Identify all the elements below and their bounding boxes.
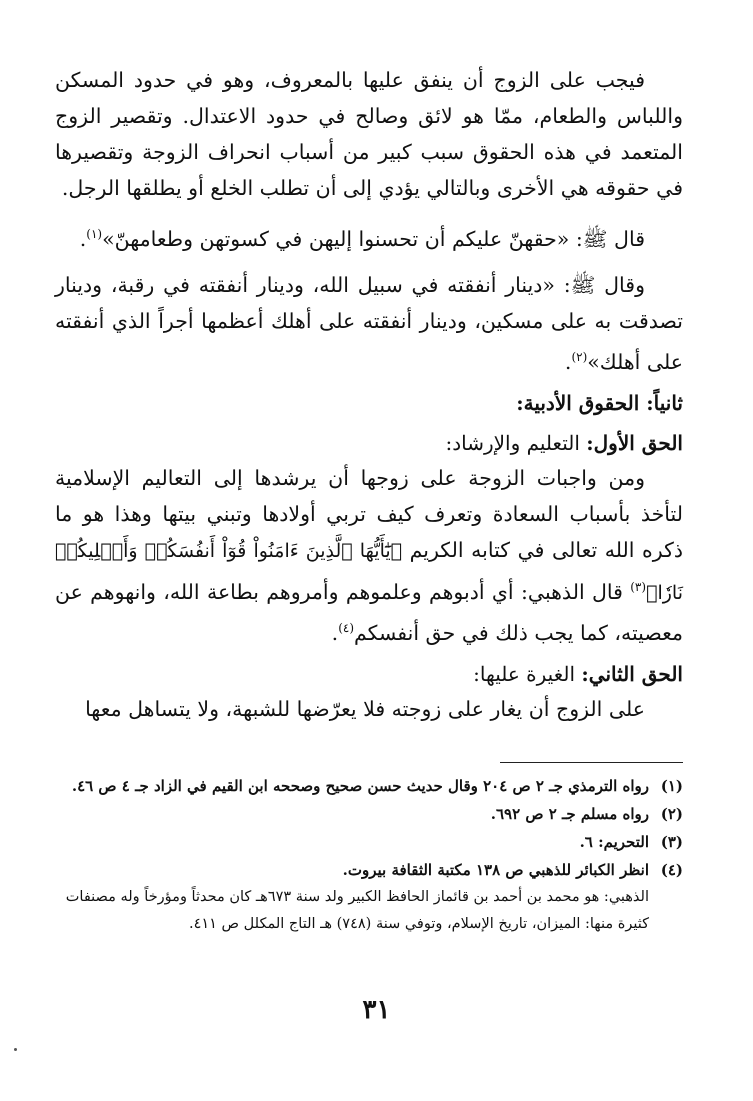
footnote-3: [55, 828, 683, 856]
hadith-dinar-text: وقال ﷺ: «دينار أنفقته في سبيل الله، ودينار أنفقته في رقبة، ودينار تصدقت به على مسكين، ودينار أنفقته على أهلك أعظمها أجراً الذي أنفقته على أهلك»: [55, 272, 683, 374]
section-heading-moral-rights: ثانياً: الحقوق الأدبية:: [516, 390, 683, 415]
footnote-number: (٣): [660, 833, 683, 851]
paragraph-guidance-end: .: [331, 621, 339, 646]
hadith-clothing-food: [55, 216, 683, 257]
footnote-ref-4[interactable]: (٤): [338, 621, 355, 636]
footnote-4: [55, 856, 683, 884]
footnote-ref-2[interactable]: (٢): [571, 349, 588, 364]
footnote-text: التحريم: ٦.: [579, 833, 649, 851]
footnote-ref-3[interactable]: (٣): [630, 579, 647, 594]
quran-verse: ﴿يَٰٓأَيُّهَا ٱلَّذِينَ ءَامَنُواْ قُوٓاْ أَنفُسَكُمۡ وَأَهۡلِيكُمۡ نَارٗا﴾: [55, 539, 683, 604]
subheading-second-right: [55, 657, 683, 691]
footnote-number: (٢): [660, 805, 683, 823]
paragraph-guidance-dhahabi: قال الذهبي: أي أدبوهم وعلموهم وأمروهم بطاعة الله، وانهوهم عن معصيته، كما يجب ذلك في حق أنفسكم: [55, 579, 683, 646]
footnote-2: [55, 800, 683, 828]
second-right-title: الغيرة عليها:: [473, 662, 576, 687]
paragraph-jealousy-text: على الزوج أن يغار على زوجته فلا يعرّضها للشبهة، ولا يتساهل معها: [85, 697, 645, 722]
page-number: ٣١: [362, 995, 391, 1025]
footnote-number: (١): [660, 777, 683, 795]
subheading-first-right: [55, 426, 683, 460]
hadith-dinar-end: .: [564, 349, 572, 374]
paragraph-maintenance: [55, 62, 683, 206]
first-right-label: الحق الأول:: [586, 430, 683, 455]
footnote-number: (٤): [660, 861, 683, 879]
footnote-biography-note: الذهبي: هو محمد بن أحمد بن قائماز الحافظ الكبير ولد سنة ٦٧٣هـ كان محدثاً ومؤرخاً وله مصنفات كثيرة منها: الميزان، تاريخ الإسلام، وتوفي سنة (٧٤٨) هـ التاج المكلل ص ٤١١.: [65, 889, 649, 932]
footnote-ref-1[interactable]: (١): [86, 227, 103, 241]
paragraph-guidance-start: ومن واجبات الزوجة على زوجها أن يرشدها إلى التعاليم الإسلامية لتأخذ بأسباب السعادة وتعرف كيف تربي أولادها وتبني بيتها وهذا هو ما ذكره الله تعالى في كتابه الكريم: [55, 465, 683, 562]
second-right-label: الحق الثاني:: [581, 662, 683, 687]
footnote-separator: [500, 762, 683, 763]
hadith-clothing-food-text: قال ﷺ: «حقهنّ عليكم أن تحسنوا إليهن في كسوتهن وطعامهنّ»: [102, 226, 645, 251]
footnotes: [55, 772, 683, 938]
paragraph-jealousy: [55, 691, 683, 727]
paragraph-maintenance-text: فيجب على الزوج أن ينفق عليها بالمعروف، وهو في حدود المسكن واللباس والطعام، ممّا هو لائق وصالح في حدود الاعتدال. وتقصير الزوج المتعمد في هذه الحقوق سبب كبير من أسباب انحراف الزوجة وتقصيرها في حقوقه هي الأخرى وبالتالي يؤدي إلى أن تطلب الخلع أو يطلقها الرجل.: [55, 68, 683, 200]
footnote-text: رواه مسلم جـ ٢ ص ٦٩٢.: [490, 805, 649, 823]
first-right-title: التعليم والإرشاد:: [445, 430, 580, 455]
paragraph-guidance: [55, 460, 683, 652]
footnote-text: رواه الترمذي جـ ٢ ص ٢٠٤ وقال حديث حسن صحيح وصححه ابن القيم في الزاد جـ ٤ ص ٤٦.: [71, 777, 649, 795]
hadith-clothing-food-end: .: [79, 226, 87, 251]
hadith-dinar: [55, 267, 683, 380]
footnote-1: [55, 772, 683, 800]
main-text: [55, 62, 683, 727]
footnote-text: انظر الكبائر للذهبي ص ١٣٨ مكتبة الثقافة بيروت.: [342, 861, 649, 879]
scan-speck: [14, 1048, 17, 1051]
